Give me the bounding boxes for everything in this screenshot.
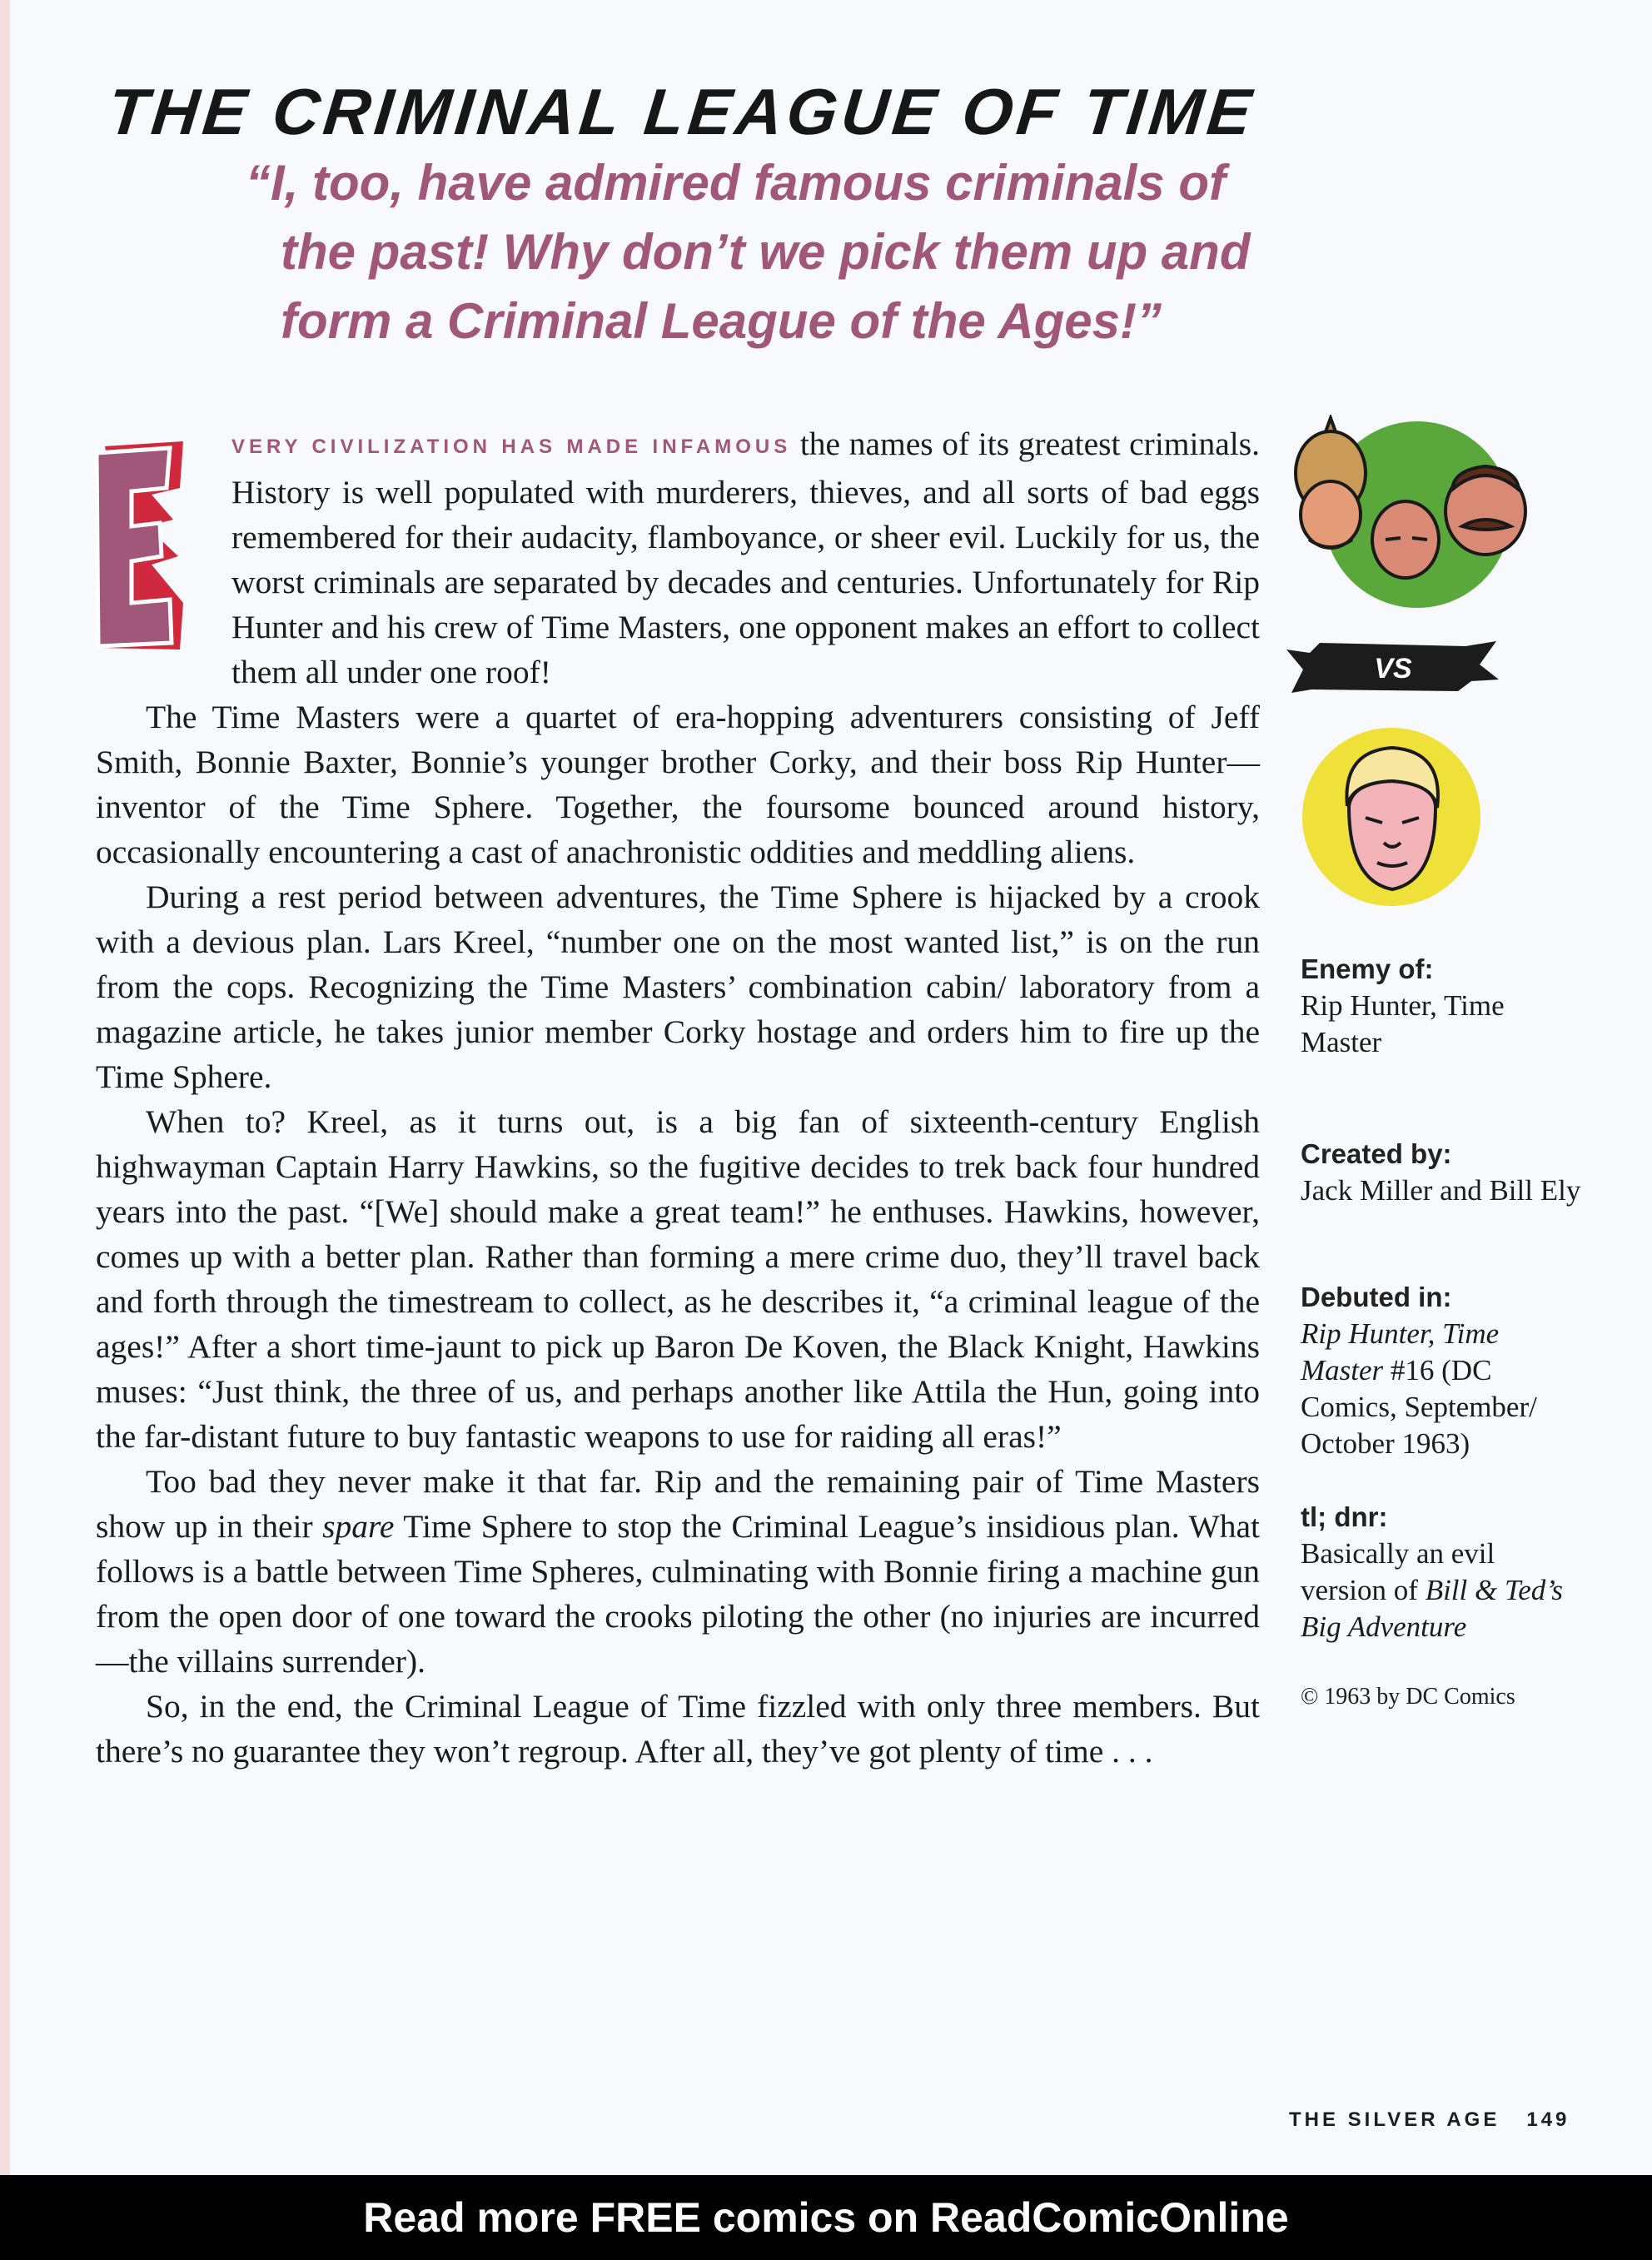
quote-line: form a Criminal League of the Ages!” bbox=[281, 293, 1162, 349]
lead-in-smallcaps: VERY CIVILIZATION HAS MADE INFAMOUS bbox=[231, 436, 792, 458]
debuted-in-detail: #16 (DC Comics, September/ October 1963) bbox=[1301, 1354, 1537, 1460]
debuted-in-title: Rip Hunter, Time Master bbox=[1301, 1317, 1500, 1386]
paragraph-2: The Time Masters were a quartet of era-hopping adventurers consisting of Jeff Smith, Bonnie Baxter, Bonnie’s younger brother Corky, and their boss Rip Hunter—inventor of the Time Sphere. Together, the foursome bounced around history, occasionally encountering a cast of anachronistic oddities and meddling aliens. bbox=[96, 699, 1260, 870]
debuted-in-section bbox=[1301, 1279, 1584, 1462]
tldr-value bbox=[1301, 1536, 1584, 1645]
paragraph-4: When to? Kreel, as it turns out, is a big fan of sixteenth-century English highwayman Captain Harry Hawkins, so the fugitive decides to trek back four hundred years into the past. “[We] should make a great team!” he enthuses. Hawkins, however, comes up with a better plan. Rather than forming a mere crime duo, they’ll travel back and forth through the timestream to collect, as he describes it, “a criminal league of the ages!” After a short time-jaunt to pick up Baron De Koven, the Black Knight, Hawkins muses: “Just think, the three of us, and perhaps another like Attila the Hun, going into the far-distant future to buy fantastic weapons to use for raiding all eras!” bbox=[96, 1103, 1260, 1455]
enemy-of-value: Rip Hunter, Time Master bbox=[1301, 989, 1505, 1058]
villains-illustration bbox=[1292, 415, 1534, 615]
enemy-of-section bbox=[1301, 951, 1584, 1061]
copyright-section bbox=[1301, 1679, 1584, 1715]
created-by-section bbox=[1301, 1136, 1584, 1209]
created-by-label: Created by: bbox=[1301, 1138, 1452, 1169]
tldr-italic: Bill & Ted’s Big Adventure bbox=[1301, 1574, 1564, 1643]
enemy-of-label: Enemy of: bbox=[1301, 953, 1434, 984]
article-body bbox=[96, 421, 1260, 1774]
paragraph-5-italic: spare bbox=[322, 1508, 395, 1545]
paragraph-1 bbox=[96, 421, 1260, 694]
copyright-text: © 1963 by DC Comics bbox=[1301, 1684, 1515, 1710]
paragraph-1-text: the names of its greatest criminals. History is well populated with murderers, thieves, and all sorts of bad eggs remembered for their audacity, flamboyance, or sheer evil. Luckily for us, the worst criminals are separated by decades and centuries. Unfortunately for Rip Hunter and his crew of Time Masters, one opponent makes an effort to collect them all under one roof! bbox=[231, 426, 1260, 690]
section-name: THE SILVER AGE bbox=[1289, 2108, 1500, 2131]
vs-banner bbox=[1286, 641, 1499, 693]
pull-quote bbox=[246, 148, 1411, 356]
villain-mustache-face bbox=[1446, 466, 1525, 555]
debuted-in-value bbox=[1301, 1316, 1584, 1462]
tldr-label: tl; dnr: bbox=[1301, 1501, 1388, 1532]
paragraph-5-text-b: Time Sphere to stop the Criminal League’s insidious plan. What follows is a battle between Time Spheres, culminating with Bonnie firing a machine gun from the open door of one toward the crooks piloting the other (no injuries are incurred—the villains surrender). bbox=[96, 1508, 1260, 1680]
hero-portrait bbox=[1301, 726, 1482, 908]
tldr-section bbox=[1301, 1499, 1584, 1645]
page-title: THE CRIMINAL LEAGUE OF TIME bbox=[104, 75, 1259, 148]
vs-label: VS bbox=[1374, 653, 1412, 684]
tldr-text: Basically an evil version of bbox=[1301, 1537, 1495, 1606]
running-footer bbox=[1289, 2108, 1570, 2132]
promo-banner[interactable]: Read more FREE comics on ReadComicOnline bbox=[0, 2175, 1652, 2260]
paragraph-6: So, in the end, the Criminal League of Time fizzled with only three members. But there’s no guarantee they won’t regroup. After all, they’ve got plenty of time . . . bbox=[96, 1688, 1260, 1770]
quote-line: “I, too, have admired famous criminals of bbox=[246, 155, 1226, 211]
villain-helmet-face bbox=[1296, 418, 1366, 548]
page-number: 149 bbox=[1526, 2108, 1570, 2131]
paragraph-3: During a rest period between adventures, the Time Sphere is hijacked by a crook with a devious plan. Lars Kreel, “number one on the most wanted list,” is on the run from the cops. Recognizing the Time Masters’ combination cabin/ laboratory from a magazine article, he takes junior member Corky hostage and orders him to fire up the Time Sphere. bbox=[96, 879, 1260, 1095]
created-by-value: Jack Miller and Bill Ely bbox=[1301, 1174, 1581, 1207]
hero-face bbox=[1346, 748, 1437, 889]
paragraph-5-text-a: Too bad they never make it that far. Rip and the remaining pair of Time Masters show up in their bbox=[96, 1463, 1260, 1545]
villain-bald-face bbox=[1372, 501, 1439, 578]
page-edge bbox=[0, 0, 10, 2175]
quote-line: the past! Why don’t we pick them up and bbox=[281, 224, 1251, 280]
debuted-in-label: Debuted in: bbox=[1301, 1282, 1452, 1312]
paragraph-5 bbox=[96, 1459, 1260, 1684]
